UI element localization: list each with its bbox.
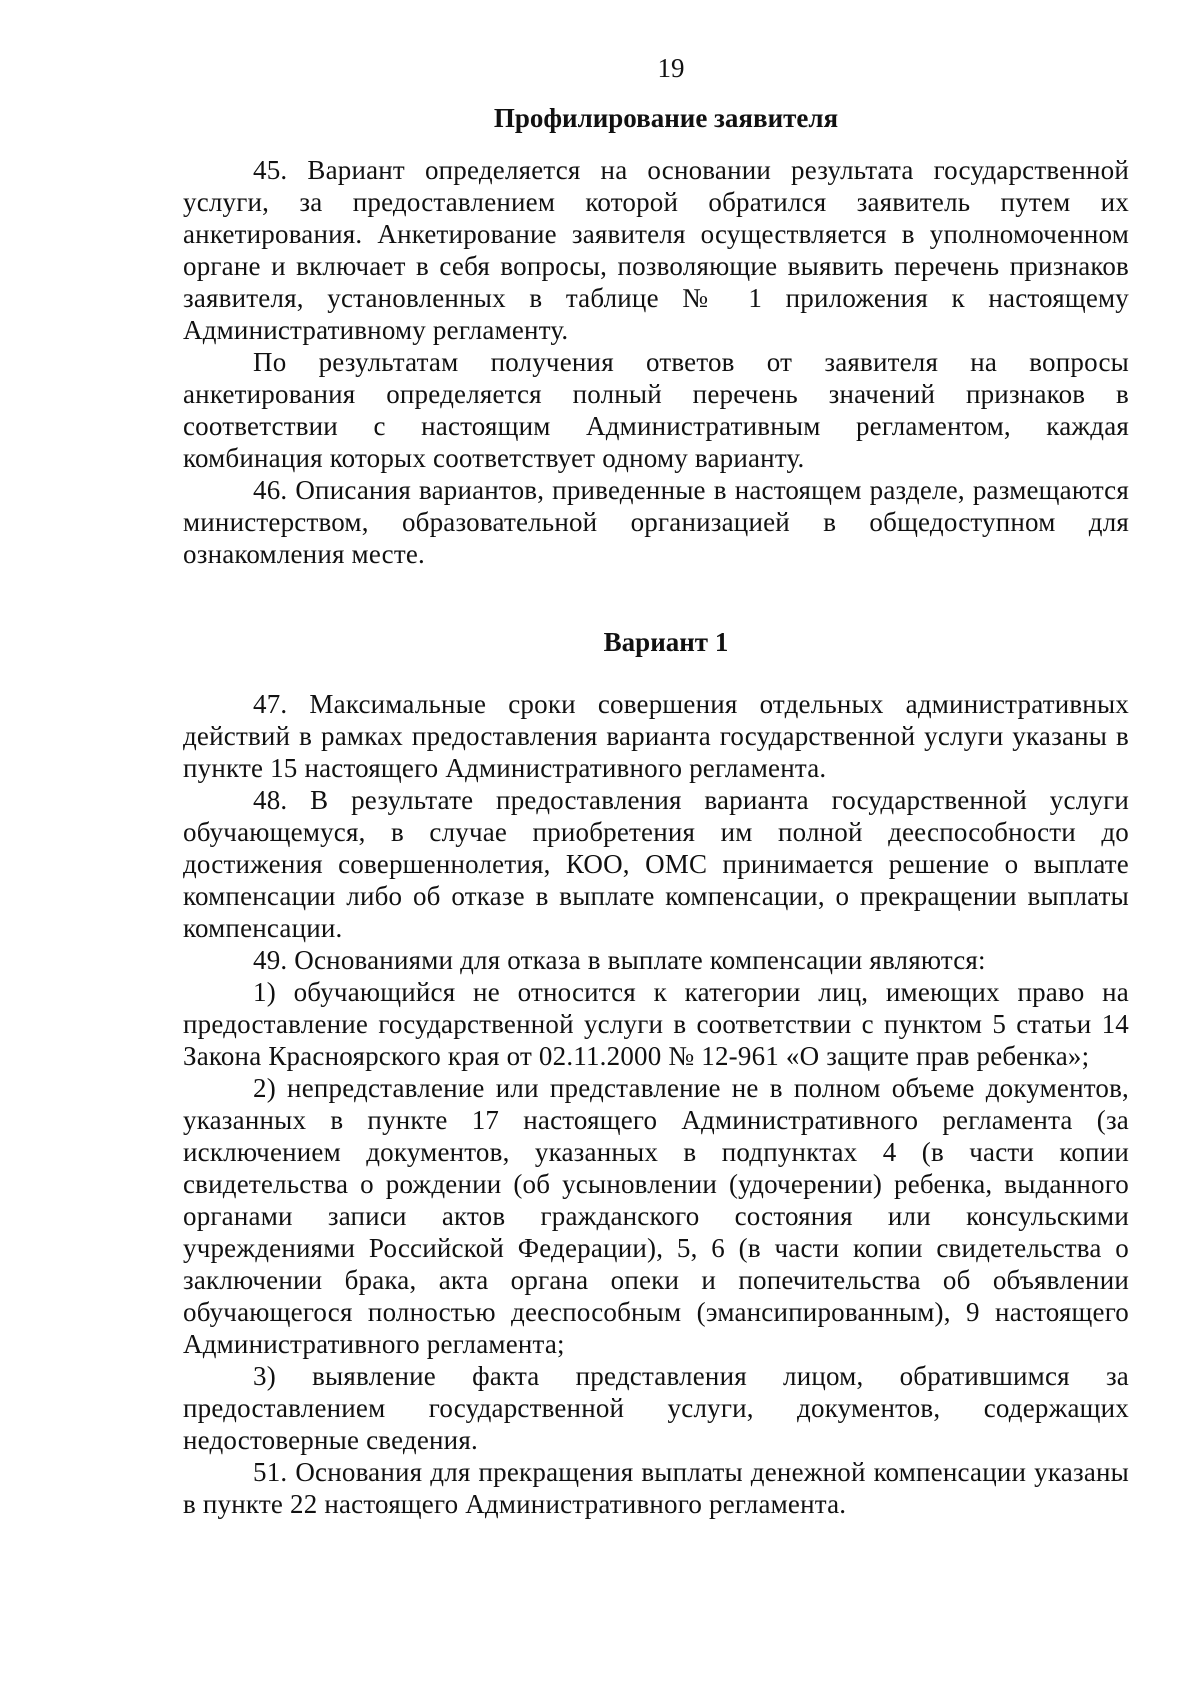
paragraph-47: 47. Максимальные сроки совершения отдельных административных действий в рамках предоставления варианта государственной услуги указаны в пункте 15 настоящего Административного регламента. — [183, 689, 1129, 783]
paragraph-49-item-1: 1) обучающийся не относится к категории лиц, имеющих право на предоставление государственной услуги в соответствии с пунктом 5 статьи 14 Закона Красноярского края от 02.11.2000 № 12-961 «О защите прав ребенка»; — [183, 977, 1129, 1071]
paragraph-48: 48. В результате предоставления варианта государственной услуги обучающемуся, в случае приобретения им полной дееспособности до достижения совершеннолетия, КОО, ОМС принимается решение о выплате компенсации либо об отказе в выплате компенсации, о прекращении выплаты компенсации. — [183, 785, 1129, 943]
paragraph-46: 46. Описания вариантов, приведенные в настоящем разделе, размещаются министерством, образовательной организацией в общедоступном для ознакомления месте. — [183, 475, 1129, 569]
paragraph-51: 51. Основания для прекращения выплаты денежной компенсации указаны в пункте 22 настоящего Административного регламента. — [183, 1457, 1129, 1519]
document-page — [183, 52, 1129, 1520]
paragraph-45: 45. Вариант определяется на основании результата государственной услуги, за предоставлением которой обратился заявитель путем их анкетирования. Анкетирование заявителя осуществляется в уполномоченном органе и включает в себя вопросы, позволяющие выявить перечень признаков заявителя, установленных в таблице № 1 приложения к настоящему Административному регламенту. — [183, 155, 1129, 345]
section-heading-variant-1: Вариант 1 — [603, 627, 729, 657]
paragraph-results: По результатам получения ответов от заявителя на вопросы анкетирования определяется полный перечень значений признаков в соответствии с настоящим Административным регламентом, каждая комбинация которых соответствует одному варианту. — [183, 347, 1129, 473]
paragraph-49-item-2: 2) непредставление или представление не в полном объеме документов, указанных в пункте 17 настоящего Административного регламента (за исключением документов, указанных в подпунктах 4 (в части копии свидетельства о рождении (об усыновлении (удочерении) ребенка, выданного органами записи актов гражданского состояния или консульскими учреждениями Российской Федерации), 5, 6 (в части копии свидетельства о заключении брака, акта органа опеки и попечительства об объявлении обучающегося полностью дееспособным (эмансипированным), 9 настоящего Административного регламента; — [183, 1073, 1129, 1359]
paragraph-49-item-3: 3) выявление факта представления лицом, обратившимся за предоставлением государственной услуги, документов, содержащих недостоверные сведения. — [183, 1361, 1129, 1455]
paragraph-49: 49. Основаниями для отказа в выплате компенсации являются: — [253, 945, 986, 975]
page-number: 19 — [657, 53, 685, 83]
section-heading-profiling: Профилирование заявителя — [493, 103, 839, 133]
